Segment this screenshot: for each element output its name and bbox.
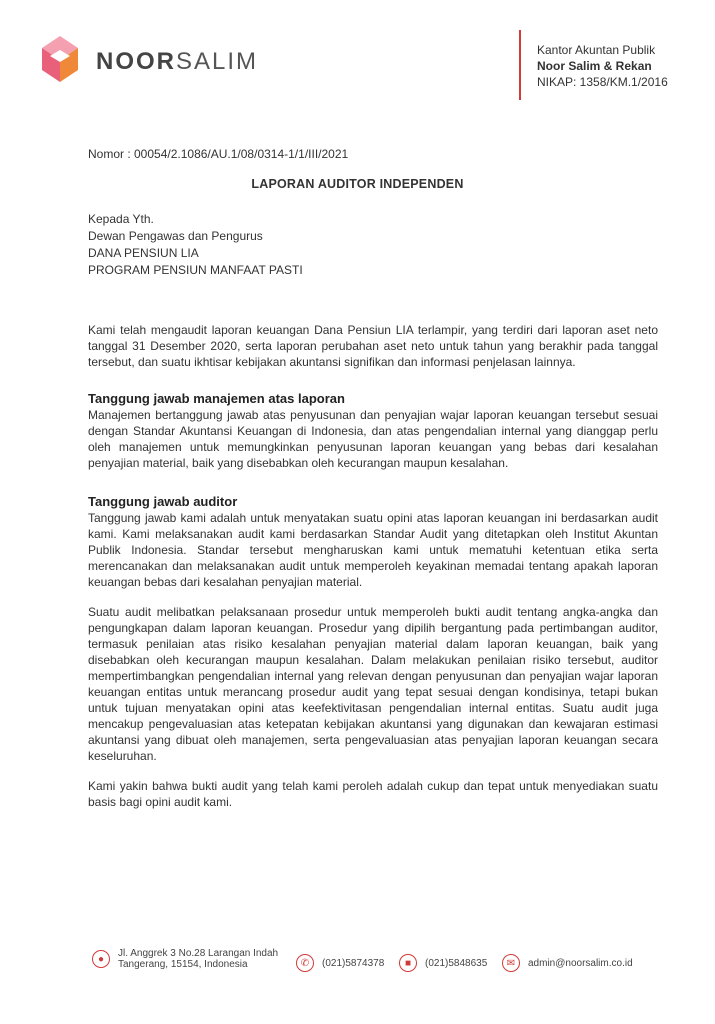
logo-wordmark [96,48,258,76]
addressee-line: Dewan Pengawas dan Pengurus [88,229,263,243]
intro-paragraph: Kami telah mengaudit laporan keuangan Dana Pensiun LIA terlampir, yang terdiri dari laporan aset neto tanggal 31 Desember 2020, serta laporan perubahan aset neto untuk tahun yang berakhir pada tanggal tersebut, dan suatu ikhtisar kebijakan akuntansi signifikan dan informasi penjelasan lainnya. [88,323,658,369]
addressee-line: PROGRAM PENSIUN MANFAAT PASTI [88,263,303,277]
footer-address [92,948,278,970]
logo-mark-icon [36,34,86,90]
section-heading-auditor: Tanggung jawab auditor [88,494,238,509]
addressee-line: Kepada Yth. [88,212,154,226]
firm-info [537,42,668,90]
email-icon: ✉ [502,954,520,972]
addressee-block [88,211,303,279]
fax-icon: ■ [399,954,417,972]
auditor-paragraph-3: Kami yakin bahwa bukti audit yang telah kami peroleh adalah cukup dan tepat untuk menyediakan suatu basis bagi opini audit kami. [88,779,658,809]
fax-number: (021)5848635 [425,957,488,969]
header-divider [519,30,521,100]
footer-contacts [92,948,652,988]
phone-icon: ✆ [296,954,314,972]
firm-license: NIKAP: 1358/KM.1/2016 [537,75,668,89]
phone-number: (021)5874378 [322,957,385,969]
section-heading-management: Tanggung jawab manajemen atas laporan [88,391,345,406]
logo-noor: NOOR [96,48,176,75]
location-pin-icon: ● [92,950,110,968]
auditor-paragraph-2: Suatu audit melibatkan pelaksanaan prosedur untuk memperoleh bukti audit tentang angka-angka dan pengungkapan dalam laporan keuangan. Prosedur yang dipilih bergantung pada pertimbangan auditor, termasuk penilaian atas risiko kesalahan penyajian material dalam laporan keuangan, baik yang disebabkan oleh kecurangan maupun kesalahan. Dalam melakukan penilaian risiko tersebut, auditor mempertimbangkan pengendalian internal yang relevan dengan penyusunan dan penyajian wajar laporan keuangan entitas untuk merancang prosedur audit yang tepat sesuai dengan kondisinya, tetapi bukan untuk tujuan menyatakan opini atas keefektivitasan pengendalian internal entitas. Suatu audit juga mencakup pengevaluasian atas ketepatan kebijakan akuntansi yang digunakan dan kewajaran estimasi akuntansi yang dibuat oleh manajemen, serta pengevaluasian atas penyajian laporan keuangan secara keseluruhan. [88,605,658,763]
email-address[interactable]: admin@noorsalim.co.id [528,957,633,969]
management-paragraph: Manajemen bertanggung jawab atas penyusunan dan penyajian wajar laporan keuangan tersebut sesuai dengan Standar Akuntansi Keuangan di Indonesia, dan atas pengendalian internal yang dianggap perlu oleh manajemen untuk memungkinkan penyusunan laporan keuangan yang bebas dari kesalahan penyajian material, baik yang disebabkan oleh kecurangan maupun kesalahan. [88,408,658,470]
footer-fax [399,954,487,972]
logo-salim: SALIM [176,48,259,75]
document-title: LAPORAN AUDITOR INDEPENDEN [251,177,464,191]
firm-type: Kantor Akuntan Publik [537,43,656,57]
addressee-line: DANA PENSIUN LIA [88,246,199,260]
footer-phone [296,954,384,972]
company-logo [36,34,266,94]
document-number: Nomor : 00054/2.1086/AU.1/08/0314-1/1/III/2021 [88,147,349,161]
address-line-2: Tangerang, 15154, Indonesia [118,959,248,970]
firm-name: Noor Salim & Rekan [537,59,652,73]
address-line-1: Jl. Anggrek 3 No.28 Larangan Indah [118,948,279,959]
auditor-paragraph-1: Tanggung jawab kami adalah untuk menyatakan suatu opini atas laporan keuangan ini berdasarkan audit kami. Kami melaksanakan audit kami berdasarkan Standar Audit yang ditetapkan oleh Institut Akuntan Publik Indonesia. Standar tersebut mengharuskan kami untuk mematuhi ketentuan etika serta merencanakan dan melaksanakan audit untuk memperoleh keyakinan memadai tentang apakah laporan keuangan bebas dari kesalahan penyajian material. [88,511,658,589]
footer-email [502,954,633,972]
